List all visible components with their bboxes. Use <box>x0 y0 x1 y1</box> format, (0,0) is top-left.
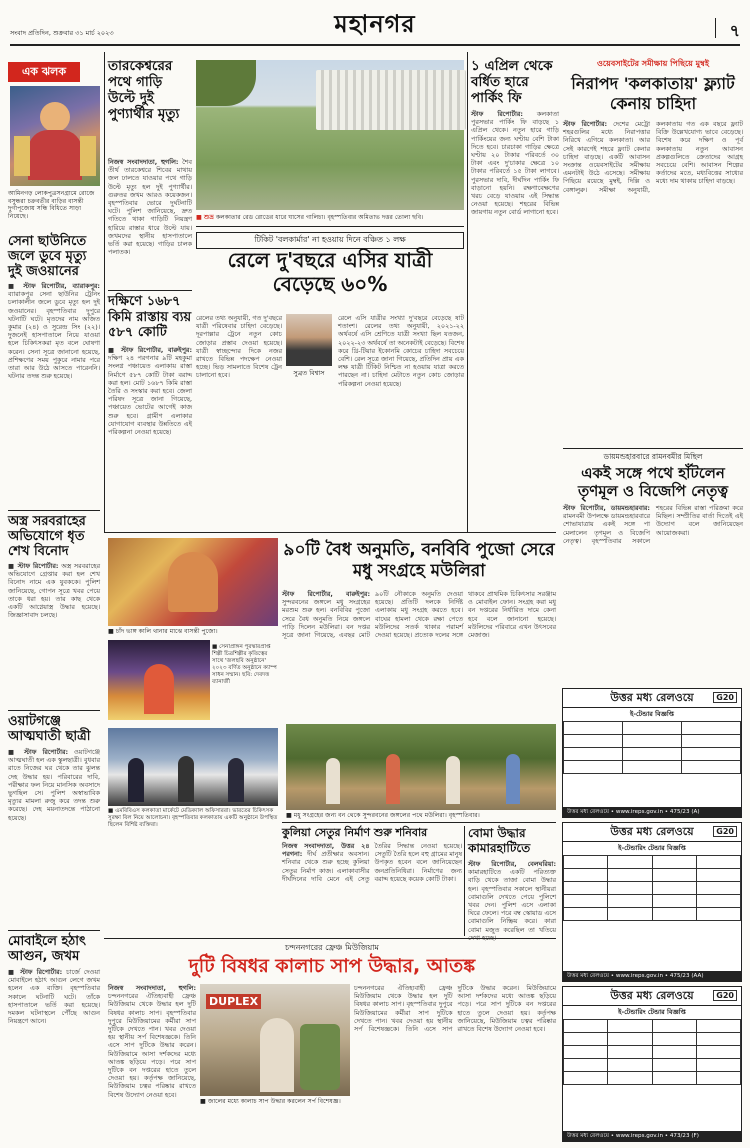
article-parking-fee <box>471 110 559 528</box>
article-tarakeswar-accident <box>108 158 192 288</box>
dateline: স্টাফ রিপোর্টার, বারুইপুর: <box>282 590 370 598</box>
dateline: ■ স্টাফ রিপোর্টার: <box>8 968 63 976</box>
g20-badge: G20 <box>713 990 737 1001</box>
body-text: দেশের মেট্রো শহরগুলির মধ্যে নিরাপত্তার নিরিখে এগিয়ে কলকাতা। আর সেই কারণেই শহরে ফ্ল্যাট কেনার চাহিদা বাড়ছে। একটি আবাসন সংক্রান্ত ওয়েবসাইটের সমীক্ষায় এমনটাই উঠে এসেছে। সমীক্ষায় পিছিয়ে রয়েছে মুম্বই, দিল্লি ও বেঙ্গালুরু। সমীক্ষা অনুযায়ী, কলকাতায় গত এক বছরে ফ্ল্যাট বিক্রি উল্লেখযোগ্য ভাবে বেড়েছে। বিশেষ করে দক্ষিণ ও পূর্ব কলকাতায় নতুন আবাসন প্রকল্পগুলিতে ক্রেতাদের আগ্রহ সবচেয়ে বেশি। আবাসন শিল্পের কর্তাদের মতে, মধ্যবিত্তের সাধ্যের মধ্যে দাম থাকায় চাহিদা বাড়ছে। <box>563 120 743 194</box>
ad-footer: উত্তর মধ্য রেলওয়ে • www.ireps.gov.in • 475/23 (AA) <box>563 971 741 981</box>
body-text: সুন্দরবনের জঙ্গলে মধু সংগ্রহের মরশুম শুরু হল। বনবিবির পুজো সেরে বৈধ অনুমতি নিয়ে জঙ্গলে পাড়ি দিলেন মউলিরা। বন দপ্তর সূত্রে জানা গিয়েছে, এবছর মোট ৯০টি নৌকাকে অনুমতি দেওয়া হয়েছে। প্রতিটি দলকে নির্দিষ্ট এলাকায় মধু সংগ্রহ করতে হবে। বাঘের হামলা থেকে রক্ষা পেতে মউলিদের সতর্ক থাকার পরামর্শ দেওয়া হয়েছে। প্রত্যেক দলের সঙ্গে থাকবে প্রাথমিক চিকিৎসার সরঞ্জাম ও মোবাইল ফোন। সংগ্রহ করা মধু বন দপ্তরের নির্ধারিত দামে কেনা হবে বলে জানানো হয়েছে। মউলিদের পরিবারে এখন উৎসবের মেজাজ। <box>282 590 556 640</box>
dateline: নিজস্ব সংবাদদাতা, হুগলি: <box>108 158 179 166</box>
railway-tender-ad-1 <box>562 688 742 818</box>
cultural-program-photo <box>108 640 210 720</box>
headline-army-drowning: সেনা ছাউনিতে জলে ডুবে মৃত্যু দুই জওয়ানের <box>8 234 87 279</box>
page-number: ৭ <box>729 21 740 40</box>
body-text: কামারহাটিতে একটি পরিত্যক্ত বাড়ি থেকে তাজা বোমা উদ্ধার হল। বৃহস্পতিবার সকালে স্থানীয়রা বোমাগুলি দেখতে পেয়ে পুলিশে খবর দেন। পুলিশ এসে এলাকা ঘিরে ফেলে। পরে বম্ব স্কোয়াড এসে বোমাগুলি নিষ্ক্রিয় করে। কারা বোমা মজুত করেছিল তা খতিয়ে <box>468 868 556 934</box>
photo-credit: ■ শুভ্র <box>196 214 214 221</box>
ad-title: উত্তর মধ্য রেলওয়ে G20 <box>563 689 741 708</box>
headline-mobile-fire: মোবাইলে হঠাৎ আগুন, জখম <box>8 934 86 964</box>
honey-collectors-photo <box>286 724 556 810</box>
headline-rally: একই সঙ্গে পথে হাঁটলেন তৃণমূল ও বিজেপি নেতৃত্ব <box>577 464 729 500</box>
masthead-underline <box>10 44 740 46</box>
body-text: চার্জে দেওয়া মোবাইলে হঠাৎ আগুন লেগে জখম হলেন এক ব্যক্তি। বৃহস্পতিবার সকালে ঘটনাটি ঘটে। তাঁকে হাসপাতালে ভর্তি করা হয়েছে। দমকল ঘটনাস্থলে পৌঁছে আগুন নিয়ন্ত্রণে আনে। <box>8 968 100 1026</box>
basanti-puja-photo <box>108 538 278 626</box>
rally-kicker: ডায়মন্ডহারবারে রামনবমীর মিছিল <box>603 452 703 461</box>
article-bomb <box>468 860 556 936</box>
dateline: ■ স্টাফ রিপোর্টার, ব্যারাকপুর: <box>8 282 100 290</box>
red-road-grass-photo <box>196 60 464 210</box>
article-bridge <box>282 842 462 934</box>
ad-subtitle: ই-টেন্ডার বিজ্ঞপ্তি <box>629 710 675 718</box>
railway-tender-ad-2 <box>562 822 742 982</box>
photo3-caption: ■ এমবিবিএস কলকাতা মার্কেটে মেডিক্যাল অফিসাররা। ভারতের চিকিৎসক সুরক্ষা বিল নিয়ে আলোচনা। বৃহস্পতিবার কলকাতায় একটি অনুষ্ঠানে উপস্থিত ছিলেন বিশিষ্ট ব্যক্তিরা। <box>108 808 278 828</box>
body-text: শৈব তীর্থ তারকেশ্বরে শিবের মাথায় জল ঢালতে যাওয়ার পথে গাড়ি উল্টে মৃত্যু হল দুই পুণ্যার্থীর। গুরুতর জখম আরও কয়েকজন। বৃহস্পতিবার ভোরে দুর্ঘটনাটি ঘটে। পুলিশ জানিয়েছে, দ্রুত গতিতে থাকা গাড়িটি নিয়ন্ত্রণ হারিয়ে রাস্তার ধারে উল্টে যায়। জখমদের স্থানীয় হাসপাতালে ভর্তি করা হয়েছে। গাড়ির চালক পলাতক। <box>108 158 192 257</box>
museum-kicker: চন্দননগরের ফ্রেঞ্চ মিউজিয়াম <box>285 943 379 952</box>
ad-subtitle: ই-টেন্ডারিং টেন্ডার বিজ্ঞপ্তি <box>618 1008 686 1016</box>
masthead-rule-right <box>715 18 716 38</box>
tender-table <box>563 1019 741 1085</box>
dateline: স্টাফ রিপোর্টার: <box>471 110 523 118</box>
reporter-photo <box>286 314 332 366</box>
headline-honey: ৯০টি বৈধ অনুমতি, বনবিবি পুজো সেরে মধু সংগ্রহে মউলিরা <box>283 540 555 581</box>
dateline: নিজস্ব সংবাদদাতা, হুগলি: <box>108 984 196 992</box>
ad-footer: উত্তর মধ্য রেলওয়ে • www.ireps.gov.in • 473/23 (F) <box>563 1131 741 1141</box>
body-text: ওয়াটগঞ্জে আত্মঘাতী হল এক স্কুলছাত্রী। বুধবার রাতে নিজের ঘর থেকে তার ঝুলন্ত দেহ উদ্ধার হয়। পরিবারের দাবি, পরীক্ষার ফল নিয়ে মানসিক অবসাদে ভুগছিল সে। পুলিশ অস্বাভাবিক মৃত্যুর মামলা রুজু করে তদন্ত শুরু করেছে। দেহ ময়নাতদন্তে পাঠানো হয়েছে। <box>8 748 100 822</box>
article-student-suicide <box>8 748 100 908</box>
dateline: ■ স্টাফ রিপোর্টার, বারুইপুর: <box>108 346 192 354</box>
headline-arms-arrest: অস্ত্র সরবরাহের অভিযোগে ধৃত শেখ বিনোদ <box>8 514 86 559</box>
photo-caption: ■ শুভ্র কলকাতার রেড রোডের ধারে ঘাসের গালিচা। বৃহস্পতিবার অমিতাভ দত্তর তোলা ছবি। <box>196 214 424 221</box>
duplex-sign: DUPLEX <box>206 994 261 1009</box>
article-army-drowning <box>8 282 100 482</box>
headline-flat-demand: নিরাপদ 'কলকাতায়' ফ্ল্যাট কেনায় চাহিদা <box>571 74 735 113</box>
headline-ac-passengers: রেলে দু'বছরে এসির যাত্রী বেড়েছে ৬০% <box>227 248 433 296</box>
dateline: স্টাফ রিপোর্টার: <box>563 120 608 128</box>
masthead-date: সংবাদ প্রতিদিন, শুক্রবার ৩১ মার্চ ২০২৩ <box>10 29 114 37</box>
headline-bomb: বোমা উদ্ধার কামারহাটিতে <box>468 826 531 855</box>
ek-jhalak-badge: এক ঝলক <box>8 62 80 82</box>
railway-tender-ad-3 <box>562 986 742 1142</box>
headline-tarakeswar-accident: তারকেশ্বরের পথে গাড়ি উল্টে দুই পুণ্যার্থীর মৃত্যু <box>108 58 180 122</box>
g20-badge: G20 <box>713 826 737 837</box>
tender-table <box>563 721 741 774</box>
ad-subtitle: ই-টেন্ডারিং টেন্ডার বিজ্ঞপ্তি <box>618 844 686 852</box>
ad-title: উত্তর মধ্য রেলওয়ে G20 <box>563 823 741 842</box>
photo4-caption: ■ মধু সংগ্রহের জন্য বন থেকে সুন্দরবনের জঙ্গলের পথে মউলিরা। বৃহস্পতিবার। <box>286 812 480 819</box>
dateline: স্টাফ রিপোর্টার, বেলঘরিয়া: <box>468 860 556 868</box>
article-ac-passengers: রেলে এসি যাত্রীর সংখ্যা দু'বছরে বেড়েছে ষাট শতাংশ। রেলের তথ্য অনুযায়ী, ২০২১-২২ অর্থবর্ষে এসি শ্রেণিতে যাত্রী সংখ্যা ছিল যতজন, ২০২২-২৩ অর্থবর্ষে তা অনেকটাই বেড়েছে। বিশেষ করে থ্রি-টিয়ার ইকোনমি কোচের চাহিদা সবচেয়ে বেশি। রেল সূত্রে জানা গিয়েছে, প্রতিদিন প্রায় এক লক্ষ যাত্রী টিকিট নিশ্চিত না হওয়ায় যাত্রা করতে পারছেন না। চাহিদা মেটাতে নতুন কোচ জোড়ার পরিকল্পনা নেওয়া হয়েছে। <box>338 314 464 388</box>
body-text: দীর্ঘ প্রতীক্ষার অবসান। শনিবার থেকে শুরু হচ্ছে কুলিয়া সেতুর নির্মাণ কাজ। এলাকাবাসীর দীর্ঘদিনের দাবি মেনে এই সেতু তৈরির সিদ্ধান্ত নেওয়া হয়েছে। সেতুটি তৈরি হলে বহু গ্রামের মানুষ উপকৃত হবেন বলে জানিয়েছেন জনপ্রতিনিধিরা। নির্মাণের জন্য বরাদ্দ হয়েছে কয়েক কোটি টাকা। <box>282 842 462 883</box>
column-3 <box>196 52 466 532</box>
column-4 <box>471 52 559 532</box>
article-road-budget <box>108 346 192 526</box>
body-text: দক্ষিণ ২৪ পরগনার ৯টি মহকুমা সংলগ্ন পঞ্চায়েত এলাকায় রাস্তা নির্মাণে ৫৮৭ কোটি টাকা বরাদ্দ করা হল। মোট ১৬৮৭ কিমি রাস্তা তৈরি ও সংস্কার করা হবে। জেলা পরিষদ সূত্রে জানা গিয়েছে, পঞ্চায়েত ভোটের আগেই কাজ শুরু হবে। গ্রামীণ এলাকার যোগাযোগ ব্যবস্থার উন্নতিতে এই পরিকল্পনা নেওয়া হয়েছে। <box>108 354 192 437</box>
article-honey <box>282 590 556 722</box>
durga-idol-photo <box>10 86 100 186</box>
flat-kicker: ওয়েবসাইটের সমীক্ষায় পিছিয়ে মুম্বই <box>597 59 709 68</box>
headline-road-budget: দক্ষিণে ১৬৮৭ কিমি রাস্তায় ব্যয় ৫৮৭ কোটি <box>108 294 192 340</box>
dateline: স্টাফ রিপোর্টার, ডায়মন্ডহারবার: <box>563 504 650 512</box>
photo2-caption: ■ সেনাপ্রাঙ্গন পুরস্কারপ্রাপ্ত শিল্পী চিত্রশিল্পীর কৃতিত্বের সাথে 'জলছবি অনুষ্ঠানে' ২০২৩ বর্ণিত অনুষ্ঠানে ক্যাম্প সাধন সম্মান। ছবি: দেবদত্ত ব্যানার্জী <box>212 644 277 685</box>
photo-caption: আমিনগড় লোকপুত্রসনগ্রামে রোজে বসুন্ধরা চক্রবর্তীর বাড়ির বাসন্তী দুর্গাপূজোয় সন্ধি বিধিতে সাড়া নিয়েছে। <box>8 190 95 220</box>
article-snake-left <box>108 984 196 1140</box>
headline-bridge: কুলিয়া সেতুর নির্মাণ শুরু শনিবার <box>282 826 428 839</box>
col-divider <box>104 52 105 532</box>
snake-rescue-photo <box>200 984 350 1096</box>
dateline: ■ স্টাফ রিপোর্টার: <box>8 562 59 570</box>
section-title: মহানগর <box>334 10 416 38</box>
dateline: ■ স্টাফ রিপোর্টার: <box>8 748 69 756</box>
article-snake-right: চন্দননগরের ঐতিহ্যবাহী ফ্রেঞ্চ মিউজিয়াম থেকে উদ্ধার হল দুটি বিষধর কালাচ সাপ। বৃহস্পতিবার দুপুরে মিউজিয়ামের কর্মীরা সাপ দুটিকে দেখতে পান। খবর দেওয়া হয় স্থানীয় সর্প বিশেষজ্ঞকে। তিনি এসে সাপ দুটিকে উদ্ধার করেন। মিউজিয়ামে আসা দর্শকদের মধ্যে আতঙ্ক ছড়িয়ে পড়ে। পরে সাপ দুটিকে বন দপ্তরের হাতে তুলে দেওয়া হয়। কর্তৃপক্ষ জানিয়েছে, মিউজিয়াম চত্বর পরিষ্কার রাখতে বিশেষ উদ্যোগ নেওয়া হবে। <box>354 984 556 1034</box>
column-1 <box>8 52 102 1142</box>
body-text: ব্যারাকপুর সেনা ছাউনির ট্রেনিং চলাকালীন জলে ডুবে মৃত্যু হল দুই জওয়ানের। বৃহস্পতিবার দুপুরে ঘটনাটি ঘটে। মৃতদের নাম অজিত কুমার (২৪) ও সুরেন্দ্র সিং (২২)। দুজনেই হাসপাতালে নিয়ে যাওয়া হলে চিকিৎসকরা মৃত বলে ঘোষণা করেন। সেনা সূত্রে জানানো হয়েছে, প্রশিক্ষণের সময় পুকুরে নামার পরে তারা আর উঠে আসতে পারেননি। ঘটনার তদন্ত শুরু হয়েছে। <box>8 290 100 381</box>
article-rally <box>563 504 743 564</box>
dateline: নিজস্ব সংবাদদাতা, উত্তর ২৪ পরগনা: <box>282 842 370 859</box>
headline-snake: দুটি বিষধর কালাচ সাপ উদ্ধার, আতঙ্ক <box>188 955 476 977</box>
headline-student-suicide: ওয়াটগঞ্জে আত্মঘাতী ছাত্রী <box>8 714 91 744</box>
photo1-caption: ■ চাঁদ ভাঙ্গ কালি থানার মাঝে বাসন্তী পুজো। <box>108 628 218 635</box>
rail-kicker: টিকিট 'বলকার্মার' না হওয়ায় দিনে বঞ্চিত ১ লক্ষ <box>196 232 464 249</box>
ad-title: উত্তর মধ্য রেলওয়ে G20 <box>563 987 741 1006</box>
body-text: কলকাতা পুরসভার পার্কিং ফি বাড়ছে ১ এপ্রিল থেকে। নতুন হারে গাড়ি পার্কিংয়ের জন্য ঘণ্টায় বেশি টাকা দিতে হবে। চারচাকা গাড়ির ক্ষেত্রে ঘণ্টায় ২০ টাকার পরিবর্তে ৩০ টাকা এবং দু'চাকার ক্ষেত্রে ১০ টাকার পরিবর্তে ১৫ টাকা লাগবে। পুরসভার দাবি, দীর্ঘদিন পার্কিং ফি বাড়ানো হয়নি। রক্ষণাবেক্ষণের খরচ বেড়ে যাওয়ায় এই সিদ্ধান্ত নেওয়া হয়েছে। শহরের বিভিন্ন জায়গায় নতুন বোর্ড লাগানো হবে। <box>471 110 559 217</box>
body-text: চন্দননগরের ঐতিহ্যবাহী ফ্রেঞ্চ মিউজিয়াম থেকে উদ্ধার হল দুটি বিষধর কালাচ সাপ। বৃহস্পতিবার দুপুরে মিউজিয়ামের কর্মীরা সাপ দুটিকে দেখতে পান। খবর দেওয়া হয় স্থানীয় সর্প বিশেষজ্ঞকে। তিনি এসে সাপ দুটিকে উদ্ধার করেন। মিউজিয়ামে আসা দর্শকদের মধ্যে আতঙ্ক ছড়িয়ে পড়ে। পরে সাপ দুটিকে বন দপ্তরের হাতে তুলে দেওয়া হয়। কর্তৃপক্ষ জানিয়েছে, মিউজিয়াম চত্বর পরিষ্কার রাখতে বিশেষ উদ্যোগ নেওয়া হবে। <box>108 992 196 1099</box>
article-flat-demand <box>563 120 743 440</box>
conference-photo <box>108 728 278 806</box>
snake-photo-caption: ■ জালের মধ্যে কালাচ সাপ উদ্ধার করলেন সর্প বিশেষজ্ঞ। <box>200 1098 341 1105</box>
body-text: রামনবমী উপলক্ষে ডায়মন্ডহারবারে শোভাযাত্রায় একই সঙ্গে পা মেলালেন তৃণমূল ও বিজেপি নেতৃত্ব। বৃহস্পতিবার সকালে শহরের বিভিন্ন রাস্তা পরিক্রমা করে মিছিল। সম্প্রীতির বার্তা দিতেই এই উদ্যোগ বলে জানিয়েছেন আয়োজকরা। <box>563 504 743 545</box>
byline: সুব্রত বিশ্বাস <box>293 369 325 377</box>
column-2 <box>108 52 192 532</box>
tender-table <box>563 855 741 921</box>
article-mobile-fire <box>8 968 100 1136</box>
article-arms-arrest <box>8 562 100 707</box>
column-5 <box>563 52 743 545</box>
g20-badge: G20 <box>713 692 737 703</box>
body-text: অস্ত্র সরবরাহের অভিযোগে গ্রেপ্তার করা হল শেখ বিনোদ নামে এক যুবককে। পুলিশ জানিয়েছে, গোপন সূত্রে খবর পেয়ে তাকে ধরা হয়। তার কাছ থেকে একটি আগ্নেয়াস্ত্র উদ্ধার হয়েছে। জিজ্ঞাসাবাদ চলছে। <box>8 562 100 620</box>
article-ac-passengers-left: রেলের তথ্য অনুযায়ী, গত দু'বছরে যাত্রী পরিষেবার চাহিদা বেড়েছে। দূরপাল্লার ট্রেনে নতুন কোচ জোড়ার প্রস্তাব দেওয়া হয়েছে। যাত্রী স্বাচ্ছন্দ্যের দিকে নজর রাখতে বিভিন্ন পদক্ষেপ নেওয়া হচ্ছে। ভিড় সামলাতে বিশেষ ট্রেন চালানো হবে। <box>196 314 282 380</box>
headline-parking-fee: ১ এপ্রিল থেকে বর্ধিত হারে পার্কিং ফি <box>471 58 553 106</box>
ad-footer: উত্তর মধ্য রেলওয়ে • www.ireps.gov.in • 475/23 (A) <box>563 807 741 817</box>
masthead <box>10 4 740 42</box>
